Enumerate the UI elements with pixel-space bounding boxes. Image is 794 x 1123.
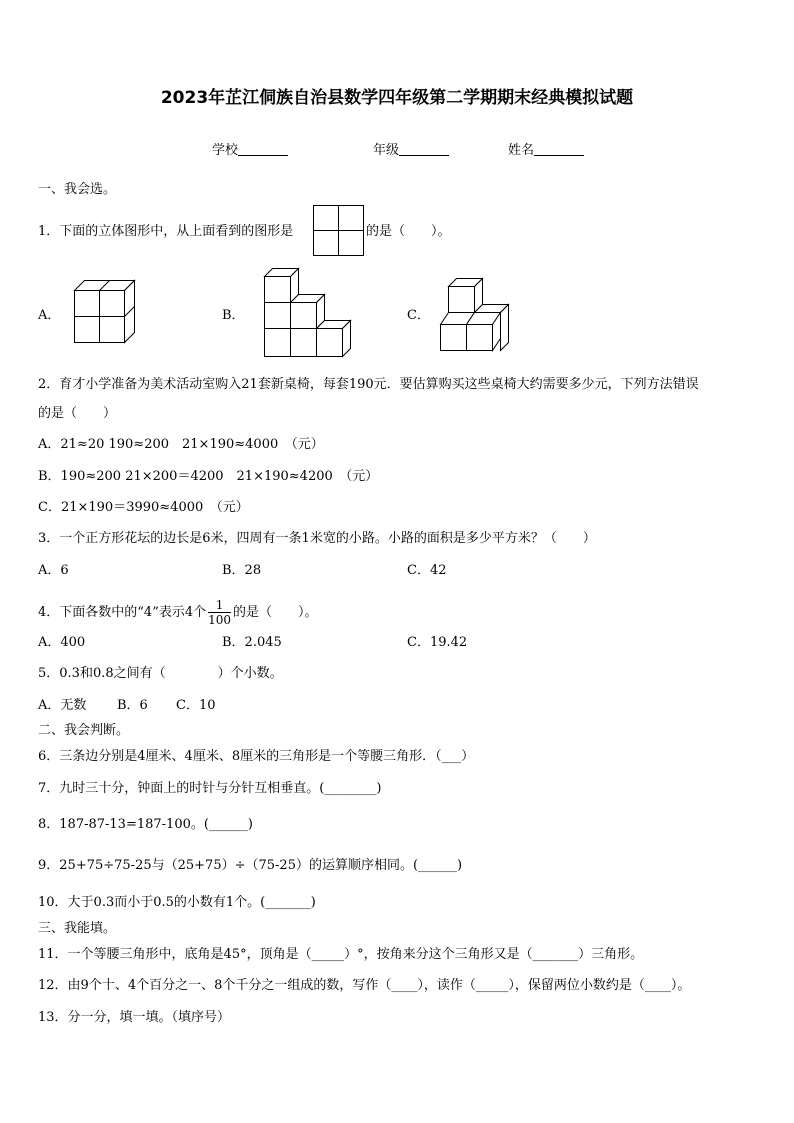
section-three-heading: 三、我能填。 xyxy=(38,921,117,936)
question-3-option-a[interactable]: A．6 xyxy=(38,563,69,578)
question-1-option-c-label[interactable]: C． xyxy=(407,308,430,323)
section-one-heading: 一、我会选。 xyxy=(38,182,117,197)
question-4-option-b[interactable]: B．2.045 xyxy=(222,635,282,650)
fraction-denominator: 100 xyxy=(208,613,232,627)
question-5-option-c[interactable]: C．10 xyxy=(176,698,216,713)
question-2-line-2: 的是（ ） xyxy=(38,406,117,421)
question-4-option-a[interactable]: A．400 xyxy=(38,635,86,650)
question-4-option-c[interactable]: C．19.42 xyxy=(407,635,468,650)
question-1-suffix: 的是（ ）。 xyxy=(366,224,451,239)
fraction-one-hundredth xyxy=(208,598,231,627)
question-1-option-a-label[interactable]: A． xyxy=(38,308,61,323)
question-5-option-b[interactable]: B．6 xyxy=(117,698,148,713)
question-11-text[interactable]: 11．一个等腰三角形中，底角是45°，顶角是（_____）°，按角来分这个三角形又是（_______）三角形。 xyxy=(38,947,644,962)
question-5-text: 5．0.3和0.8之间有（ ）个小数。 xyxy=(38,666,283,681)
page-title: 2023年芷江侗族自治县数学四年级第二学期期末经典模拟试题 xyxy=(160,88,634,108)
section-two-heading: 二、我会判断。 xyxy=(38,723,130,738)
question-1-prefix: 1．下面的立体图形中，从上面看到的图形是 xyxy=(38,224,294,239)
name-blank[interactable] xyxy=(534,142,584,156)
question-2-option-b[interactable]: B．190≈200 21×200＝4200 21×190≈4200 （元） xyxy=(38,469,379,484)
cube-figure-a xyxy=(74,280,136,346)
question-8-text[interactable]: 8．187-87-13=187-100。(______) xyxy=(38,817,254,832)
grade-label: 年级 xyxy=(373,143,400,158)
question-5-option-a[interactable]: A．无数 xyxy=(38,698,87,713)
cube-figure-b xyxy=(264,268,354,360)
question-3-option-b[interactable]: B．28 xyxy=(222,563,262,578)
grade-field xyxy=(373,142,449,159)
name-label: 姓名 xyxy=(508,143,535,158)
name-field xyxy=(508,142,584,159)
question-2-option-c[interactable]: C．21×190＝3990≈4000 （元） xyxy=(38,500,249,515)
question-7-text[interactable]: 7．九时三十分，钟面上的时针与分针互相垂直。(________) xyxy=(38,781,382,796)
question-9-text[interactable]: 9．25+75÷75-25与（25+75）÷（75-25）的运算顺序相同。(______) xyxy=(38,858,463,873)
question-2-line-1: 2．育才小学准备为美术活动室购入21套新桌椅，每套190元．要估算购买这些桌椅大约需要多少元，下列方法错误 xyxy=(38,377,699,392)
question-6-text[interactable]: 6．三条边分别是4厘米、4厘米、8厘米的三角形是一个等腰三角形．（___） xyxy=(38,749,475,764)
question-3-text: 3．一个正方形花坛的边长是6米，四周有一条1米宽的小路。小路的面积是多少平方米？（ ） xyxy=(38,531,596,546)
top-view-grid-figure xyxy=(313,205,365,257)
question-4-suffix: 的是（ ）。 xyxy=(233,605,318,620)
school-field xyxy=(212,142,288,159)
question-4-text xyxy=(38,598,318,628)
question-2-option-a[interactable]: A．21≈20 190≈200 21×190≈4000 （元） xyxy=(38,437,324,452)
cube-figure-c xyxy=(440,278,512,354)
fraction-numerator: 1 xyxy=(208,598,231,613)
question-13-text: 13．分一分，填一填。（填序号） xyxy=(38,1010,231,1025)
question-12-text[interactable]: 12．由9个十、4个百分之一、8个千分之一组成的数，写作（____），读作（_____），保留两位小数约是（____）。 xyxy=(38,978,691,993)
question-4-prefix: 4．下面各数中的“4”表示4个 xyxy=(38,605,207,620)
school-label: 学校 xyxy=(212,143,239,158)
grade-blank[interactable] xyxy=(399,142,449,156)
question-10-text[interactable]: 10．大于0.3而小于0.5的小数有1个。(_______) xyxy=(38,895,316,910)
school-blank[interactable] xyxy=(238,142,288,156)
question-3-option-c[interactable]: C．42 xyxy=(407,563,447,578)
question-1-option-b-label[interactable]: B． xyxy=(222,308,245,323)
